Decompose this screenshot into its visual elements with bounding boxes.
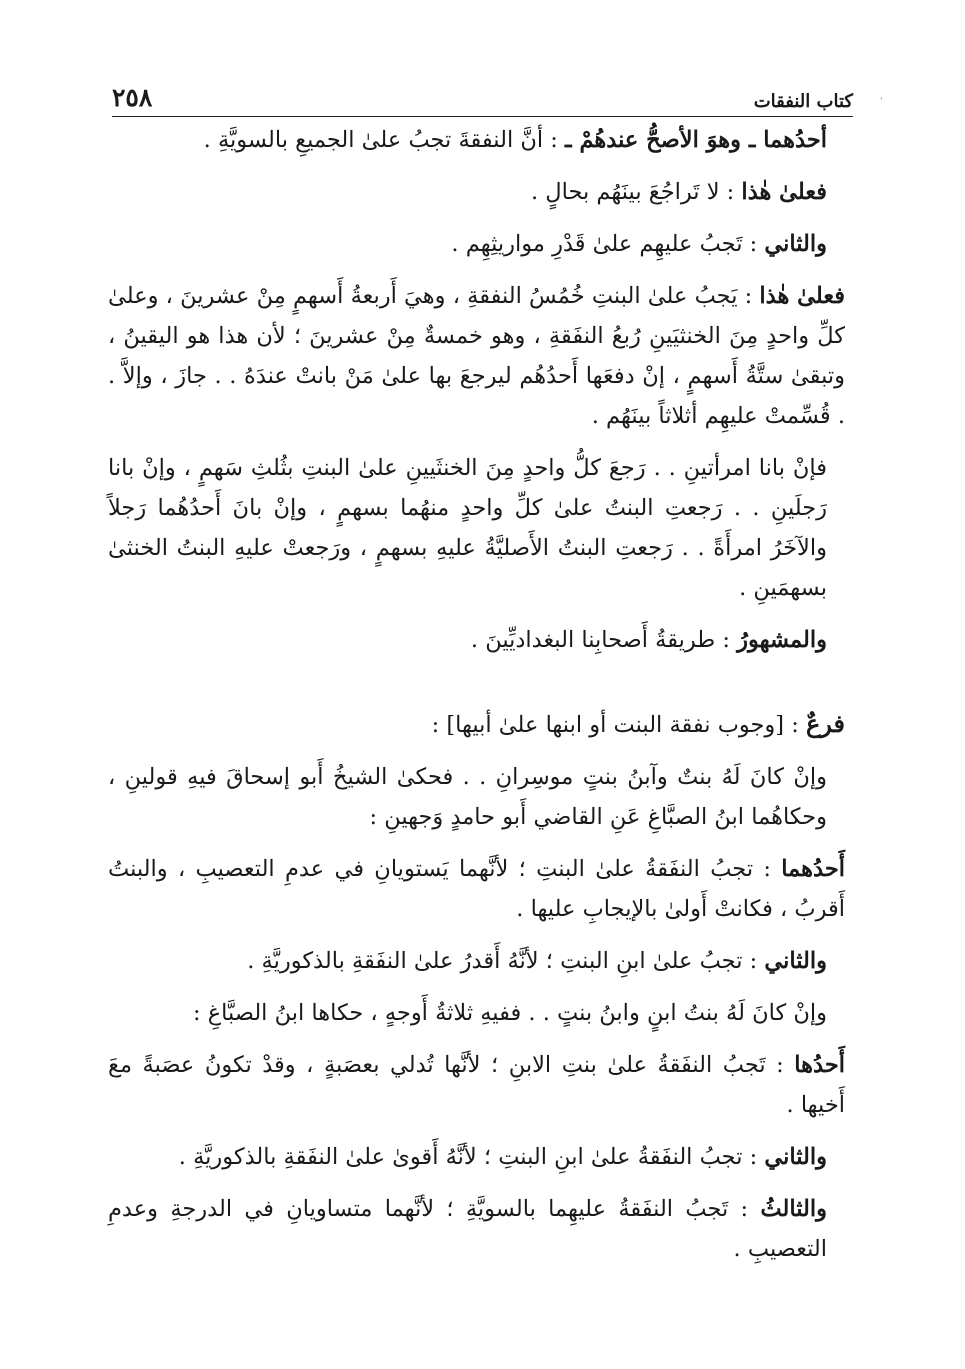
paragraph-lead: فعلىٰ هٰذا [759,283,845,309]
paragraph-text: : أنَّ النفقةَ تجبُ علىٰ الجميعِ بالسويَّةِ . [203,127,566,153]
paragraph-lead: أحدُهما ـ وهوَ الأصحُّ عندهُمْ ـ [565,127,827,153]
paragraph [108,757,845,837]
page-header [112,78,853,117]
paragraph-lead: فعلىٰ هٰذا [741,179,827,205]
page-number: ٢٥٨ [112,83,153,112]
paragraph-text: : تَجبُ النفَقةُ عليهِما بالسويَّةِ ؛ لأنَّهما متساويانِ في الدرجةِ وعدمِ التعصيبِ . [108,1196,827,1262]
paragraph [108,276,845,436]
paragraph-text: وإنْ كانَ لَهُ بنتٌ وآبنُ بنتٍ موسِرانِ . . فحكىٰ الشيخُ أَبو إسحاقَ فيهِ قولينِ ، وحكاهُما ابنُ الصبَّاغِ عَنِ القاضي أَبو حامدٍ وَجهينِ : [108,764,827,830]
paragraph-text: : يَجبُ علىٰ البنتِ خُمُسُ النفقةِ ، وهيَ أَربعةُ أَسهمٍ مِنْ عشرينَ ، وعلىٰ كلِّ واحدٍ مِنَ الخنثيَينِ رُبعُ النفَقةِ ، وهو خمسةٌ مِنْ عشرينَ ؛ لأن هذا هو اليقينُ ، وتبقىٰ ستَّةُ أَسهمٍ ، إنْ دفعَها أَحدُهُم ليرجعَ بها علىٰ مَنْ بانتْ عندَهُ . . جازَ ، وإلاَّ . . قُسِّمتْ عليهِم أثلاثاً بينَهُم . [108,283,845,429]
running-title: كتاب النفقات [753,91,853,112]
paragraph [108,224,845,264]
paragraph-lead: والثاني [764,231,827,257]
section-gap [108,660,845,704]
paragraph-text: : تجبُ علىٰ ابنِ البنتِ ؛ لأنَّهُ أَقدرُ علىٰ النفَقةِ بالذكوريَّةِ . [247,948,765,974]
paragraph [108,941,845,981]
paragraph-text: : تَجبُ عليهِم علىٰ قَدْرِ مواريثِهِم . [451,231,765,257]
paragraph [108,448,845,608]
branch-title: : [وجوب نفقة البنت أو ابنها علىٰ أبيها] : [431,712,806,738]
paragraph [108,120,845,160]
paragraph [108,172,845,212]
paragraph [108,1189,845,1269]
paragraph [108,1045,845,1125]
paragraph [108,993,845,1033]
paragraph-text: : لا تَراجُعَ بينَهُم بحالٍ . [530,179,742,205]
paragraph-lead: والثاني [764,948,827,974]
paragraph-lead: أَحدُها [794,1052,845,1078]
paragraph-lead: أَحدُهما [781,856,845,882]
paragraph-text: وإنْ كانَ لَهُ بنتُ ابنٍ وابنُ بنتٍ . . ففيهِ ثلاثةُ أَوجهٍ ، حكاها ابنُ الصبَّاغِ : [193,1000,827,1026]
paragraph-lead: والثاني [764,1144,827,1170]
page-body [108,120,845,1269]
paragraph-lead: والثالثُ [760,1196,827,1222]
branch-label: فرعٌ [805,709,845,738]
paragraph-text: فإنْ بانا امرأتينِ . . رَجعَ كلُّ واحدٍ مِنَ الخنثَيينِ علىٰ البنتِ بثُلثِ سَهمٍ ، وإنْ بانا رَجلَينِ . . رَجعتِ البنتُ علىٰ كلِّ واحدٍ منهُما بسهمٍ ، وإنْ بانَ أَحدُهُما رَجلاً والآخَرُ امرأَةً . . رَجعتِ البنتُ الأَصليَّةُ عليهِ بسهمٍ ، ورَجعتْ عليهِ البنتُ الخنثىٰ بسهمَينِ . [108,455,827,601]
paragraph-lead: والمشهورُ [737,627,827,653]
paragraph [108,620,845,660]
paragraph-text: : تَجبُ النفَقةُ علىٰ بنتِ الابنِ ؛ لأنَّها تُدلي بعصَبةٍ ، وقدْ تكونُ عصَبةً معَ أَخيها . [108,1052,845,1118]
header-dot: · [879,94,883,105]
paragraph [108,1137,845,1177]
paragraph-text: : طريقةُ أَصحابِنا البغداديِّينَ . [470,627,738,653]
paragraph-text: : تجبُ النفَقةُ علىٰ ابنِ البنتِ ؛ لأنَّهُ أَقوىٰ علىٰ النفَقةِ بالذكوريَّةِ . [178,1144,765,1170]
paragraph-text: : تجبُ النفَقةُ علىٰ البنتِ ؛ لأنَّهما يَستويانِ في عدمِ التعصيبِ ، والبنتُ أَقربُ ، فكانتْ أَولىٰ بالإيجابِ عليها . [108,856,845,922]
branch-heading [108,704,845,745]
paragraph [108,849,845,929]
